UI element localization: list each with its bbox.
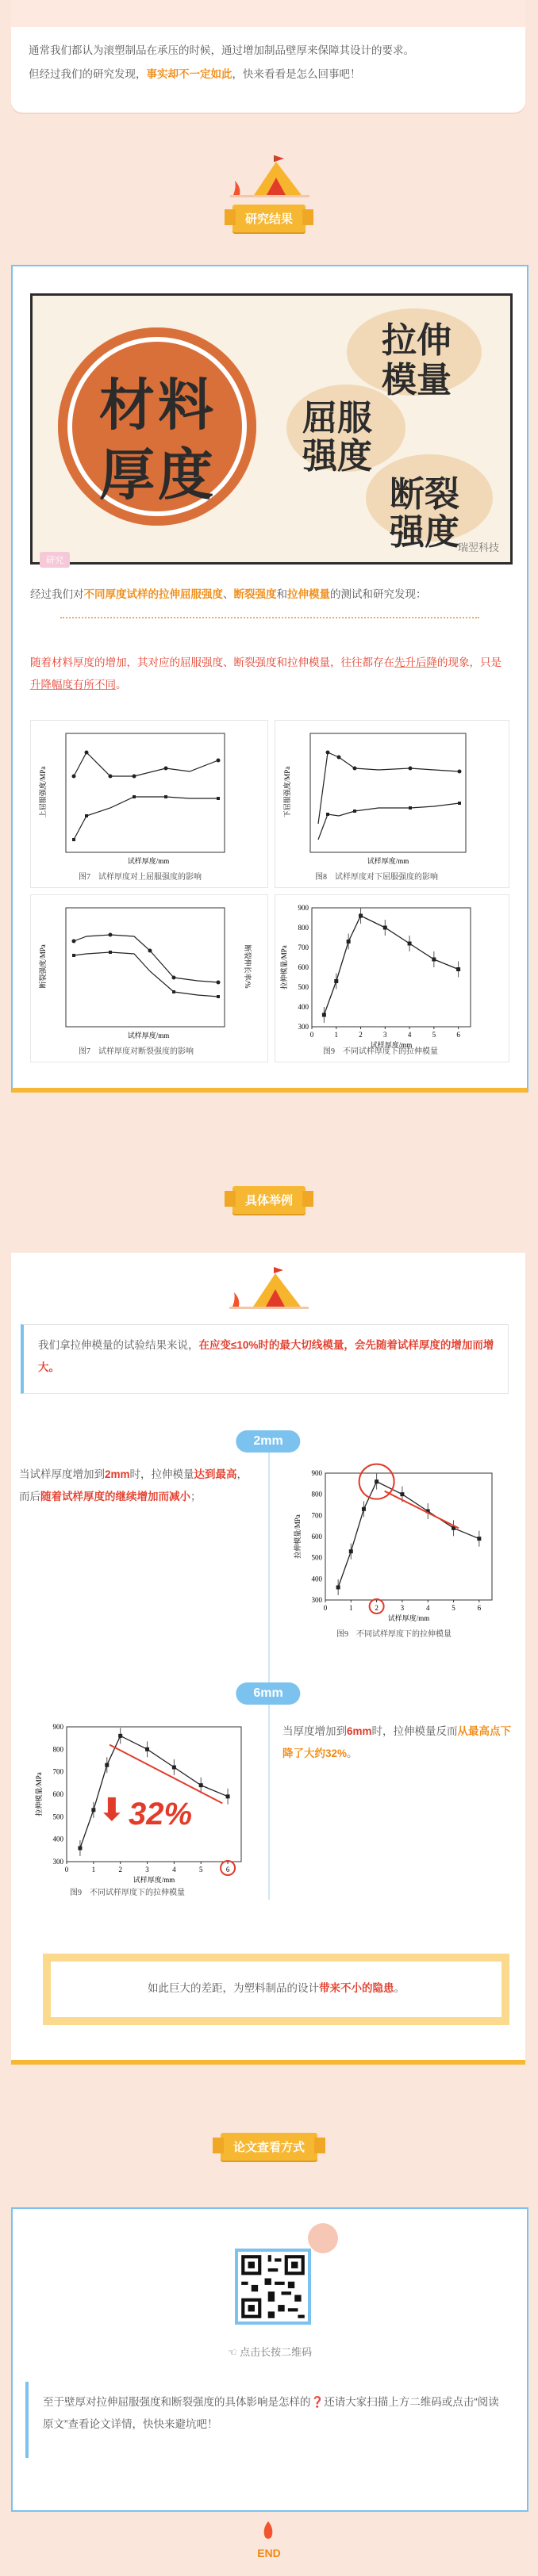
y-tick-label: 700 <box>311 1511 322 1520</box>
caption-modulus-2mm: 图9 不同试样厚度下的拉伸模量 <box>336 1630 452 1639</box>
example-intro-text: 我们拿拉伸模量的试验结果来说，在应变≤10%时的最大切线模量，会先随着试样厚度的增加而增大。 <box>38 1339 494 1373</box>
plot-frame <box>312 908 471 1027</box>
decline-arrow <box>385 1491 459 1529</box>
axis-y-label: 断裂强度/MPa <box>39 944 47 989</box>
caption-modulus-6mm: 图9 不同试样厚度下的拉伸模量 <box>70 1889 185 1897</box>
data-point <box>91 1808 95 1812</box>
results-card <box>11 265 528 1093</box>
results-paragraph-2: 随着材料厚度的增加，其对应的屈服强度、断裂强度和拉伸模量，往往都存在先升后降的现象，只是升降幅度有所不同。 <box>30 656 501 691</box>
data-point <box>118 1734 122 1738</box>
data-point <box>105 1763 109 1767</box>
axis-y-label: 拉伸模量/MPa <box>280 945 288 989</box>
x-tick-label: 6 <box>456 1031 460 1039</box>
data-point <box>145 1747 149 1751</box>
y-tick-label: 500 <box>52 1812 63 1821</box>
data-point <box>432 958 436 962</box>
axis-y-label: 下屈服强度/MPa <box>283 766 291 818</box>
data-point <box>334 979 338 983</box>
plot-frame <box>325 1473 492 1600</box>
intro-card <box>11 27 525 113</box>
chart-modulus-small <box>275 894 509 1062</box>
chart-upper-yield-plot <box>31 721 267 887</box>
chart-modulus-2mm <box>281 1462 511 1644</box>
y-tick-label: 700 <box>52 1767 63 1776</box>
banner-word-1b: 模量 <box>382 361 452 400</box>
x-tick-label: 6 <box>225 1866 230 1874</box>
qr-code[interactable] <box>235 2249 311 2325</box>
chart-lower-yield-plot <box>275 721 509 887</box>
x-tick-label: 1 <box>349 1604 353 1612</box>
y-tick-label: 300 <box>311 1596 322 1604</box>
dotted-divider <box>60 617 479 618</box>
x-tick-label: 6 <box>477 1604 482 1612</box>
x-tick-label: 4 <box>172 1866 176 1874</box>
chart-break <box>30 894 268 1062</box>
x-tick-label: 5 <box>198 1866 203 1874</box>
y-tick-label: 700 <box>298 944 309 951</box>
qr-label: ☜ 点击长按二维码 <box>227 2346 313 2358</box>
axis-x-label: 试样厚度/mm <box>370 1041 413 1049</box>
x-tick-label: 0 <box>309 1031 314 1039</box>
x-tick-label: 3 <box>400 1604 405 1612</box>
data-point <box>383 926 387 930</box>
chart-modulus-6mm <box>30 1716 260 1903</box>
caption-upper-yield: 图7 试样厚度对上屈服强度的影响 <box>79 873 202 882</box>
x-tick-label: 3 <box>145 1866 149 1874</box>
banner-watermark: 瑞翌科技 <box>457 542 499 553</box>
axis-y-label: 拉伸模量/MPa <box>35 1772 43 1816</box>
section-title-results: 研究结果 <box>232 205 306 232</box>
y-tick-label: 300 <box>298 1023 309 1031</box>
x-tick-label: 2 <box>359 1031 363 1039</box>
tent-icon <box>225 1267 312 1315</box>
pill-6mm: 6mm <box>236 1682 300 1705</box>
chart-upper-yield <box>30 720 268 888</box>
y-tick-label: 900 <box>298 904 309 912</box>
x-tick-label: 3 <box>383 1031 387 1039</box>
y-tick-label: 500 <box>311 1553 322 1562</box>
drop-arrow-icon: ⬇ <box>98 1793 125 1828</box>
data-point <box>359 914 363 918</box>
conclusion-box <box>43 1954 509 2025</box>
banner-word-1a: 拉伸 <box>382 321 452 360</box>
banner-word-2a: 屈服 <box>302 399 372 438</box>
data-point <box>226 1794 230 1798</box>
y-tick-label: 400 <box>311 1575 322 1583</box>
banner-circle-text-2: 厚度 <box>99 444 217 506</box>
y-tick-label: 800 <box>311 1490 322 1499</box>
flame-icon <box>260 2520 276 2540</box>
data-point <box>349 1549 353 1553</box>
axis-x-label: 试样厚度/mm <box>133 1876 175 1884</box>
y-tick-label: 900 <box>52 1723 63 1731</box>
example-left-text: 当试样厚度增加到2mm时，拉伸模量达到最高，而后随着试样厚度的继续增加而减小； <box>19 1468 248 1502</box>
data-point <box>362 1507 366 1511</box>
intro-top-bar <box>11 0 525 27</box>
caption-modulus-small: 图9 不同试样厚度下的拉伸模量 <box>323 1047 438 1056</box>
data-point <box>172 1766 176 1770</box>
data-point <box>336 1586 340 1590</box>
y-tick-label: 400 <box>298 1003 309 1011</box>
x-tick-label: 4 <box>425 1604 430 1612</box>
data-point <box>322 1013 326 1017</box>
axis-y-label: 拉伸模量/MPa <box>294 1514 302 1559</box>
axis-x-label: 试样厚度/mm <box>127 1032 170 1039</box>
axis-x-label: 试样厚度/mm <box>127 857 170 865</box>
chart-break-plot <box>31 895 267 1062</box>
data-point <box>78 1847 82 1851</box>
tent-icon <box>225 155 313 203</box>
method-text: 至于壁厚对拉伸屈服强度和断裂强度的具体影响是怎样的❓还请大家扫描上方二维码或点击“阅读原文”查看论文详情，快快来避坑吧！ <box>43 2396 499 2430</box>
banner-word-3b: 强度 <box>390 513 459 552</box>
x-tick-label: 5 <box>432 1031 436 1039</box>
example-card <box>11 1253 525 2065</box>
method-box <box>25 2382 514 2458</box>
qr-decor-circle <box>308 2223 338 2253</box>
data-point <box>477 1537 481 1541</box>
example-intro-box <box>21 1324 509 1394</box>
axis-y-label: 上屈服强度/MPa <box>39 766 47 818</box>
end-label: END <box>257 2547 281 2559</box>
y-tick-label: 300 <box>52 1858 63 1866</box>
percent-drop-label: 32% <box>129 1797 193 1832</box>
chart-modulus-small-plot <box>275 895 509 1062</box>
caption-break: 图7 试样厚度对断裂强度的影响 <box>79 1047 194 1056</box>
axis-x-label: 试样厚度/mm <box>367 857 409 865</box>
data-point <box>408 942 412 946</box>
intro-line-1: 通常我们都认为滚塑制品在承压的时候，通过增加制品壁厚来保障其设计的要求。 <box>29 44 414 56</box>
method-card <box>11 2207 528 2512</box>
x-tick-label: 1 <box>334 1031 339 1039</box>
y-tick-label: 400 <box>52 1835 63 1843</box>
chart-lower-yield <box>275 720 509 888</box>
x-tick-label: 5 <box>452 1604 455 1612</box>
intro-line-2: 但经过我们的研究发现，事实却不一定如此，快来看看是怎么回事吧！ <box>29 68 361 80</box>
vertical-divider <box>268 1432 270 1900</box>
data-point <box>400 1492 404 1496</box>
section-title-method: 论文查看方式 <box>221 2133 317 2161</box>
x-tick-label: 1 <box>91 1866 96 1874</box>
results-paragraph-1: 经过我们对不同厚度试样的拉伸屈服强度、断裂强度和拉伸模量的测试和研究发现： <box>30 588 427 600</box>
x-tick-label: 0 <box>323 1604 328 1612</box>
decline-line <box>110 1745 222 1804</box>
data-point <box>347 940 351 944</box>
intro-highlight: 事实却不一定如此 <box>146 68 232 80</box>
axis-y2-label: 断裂伸长率/% <box>244 944 252 989</box>
example-right-text: 当厚度增加到6mm时，拉伸模量反而从最高点下降了大约32%。 <box>282 1725 512 1759</box>
pointer-icon: ☜ <box>227 2346 240 2358</box>
pill-2mm: 2mm <box>236 1430 300 1453</box>
banner-word-2b: 强度 <box>302 437 372 476</box>
x-tick-label: 4 <box>407 1031 412 1039</box>
banner <box>30 293 513 565</box>
axis-x-label: 试样厚度/mm <box>387 1614 430 1622</box>
conclusion-text: 如此巨大的差距，为塑料制品的设计带来不小的隐患。 <box>148 1982 405 1994</box>
banner-word-3a: 断裂 <box>390 475 459 514</box>
series-line <box>324 916 458 1015</box>
data-point <box>456 967 460 971</box>
x-tick-label: 2 <box>118 1866 122 1874</box>
y-tick-label: 600 <box>52 1790 63 1798</box>
section-title-example: 具体举例 <box>232 1186 306 1214</box>
y-tick-label: 900 <box>311 1469 322 1477</box>
caption-lower-yield: 图8 试样厚度对下屈服强度的影响 <box>315 873 438 882</box>
x-tick-label: 2 <box>375 1604 379 1612</box>
chart-modulus-2mm-plot <box>281 1462 511 1644</box>
x-tick-label: 0 <box>64 1866 69 1874</box>
series-line <box>338 1482 479 1587</box>
data-point <box>375 1479 379 1483</box>
y-tick-label: 800 <box>52 1745 63 1754</box>
y-tick-label: 600 <box>311 1533 322 1541</box>
qr-code-image <box>238 2252 308 2321</box>
y-tick-label: 500 <box>298 983 309 991</box>
plot-frame <box>67 1727 241 1862</box>
banner-corner-tag: 研究 <box>40 552 70 568</box>
y-tick-label: 600 <box>298 963 309 971</box>
data-point <box>199 1783 203 1787</box>
banner-circle-text-1: 材料 <box>99 374 217 436</box>
y-tick-label: 800 <box>298 924 309 932</box>
